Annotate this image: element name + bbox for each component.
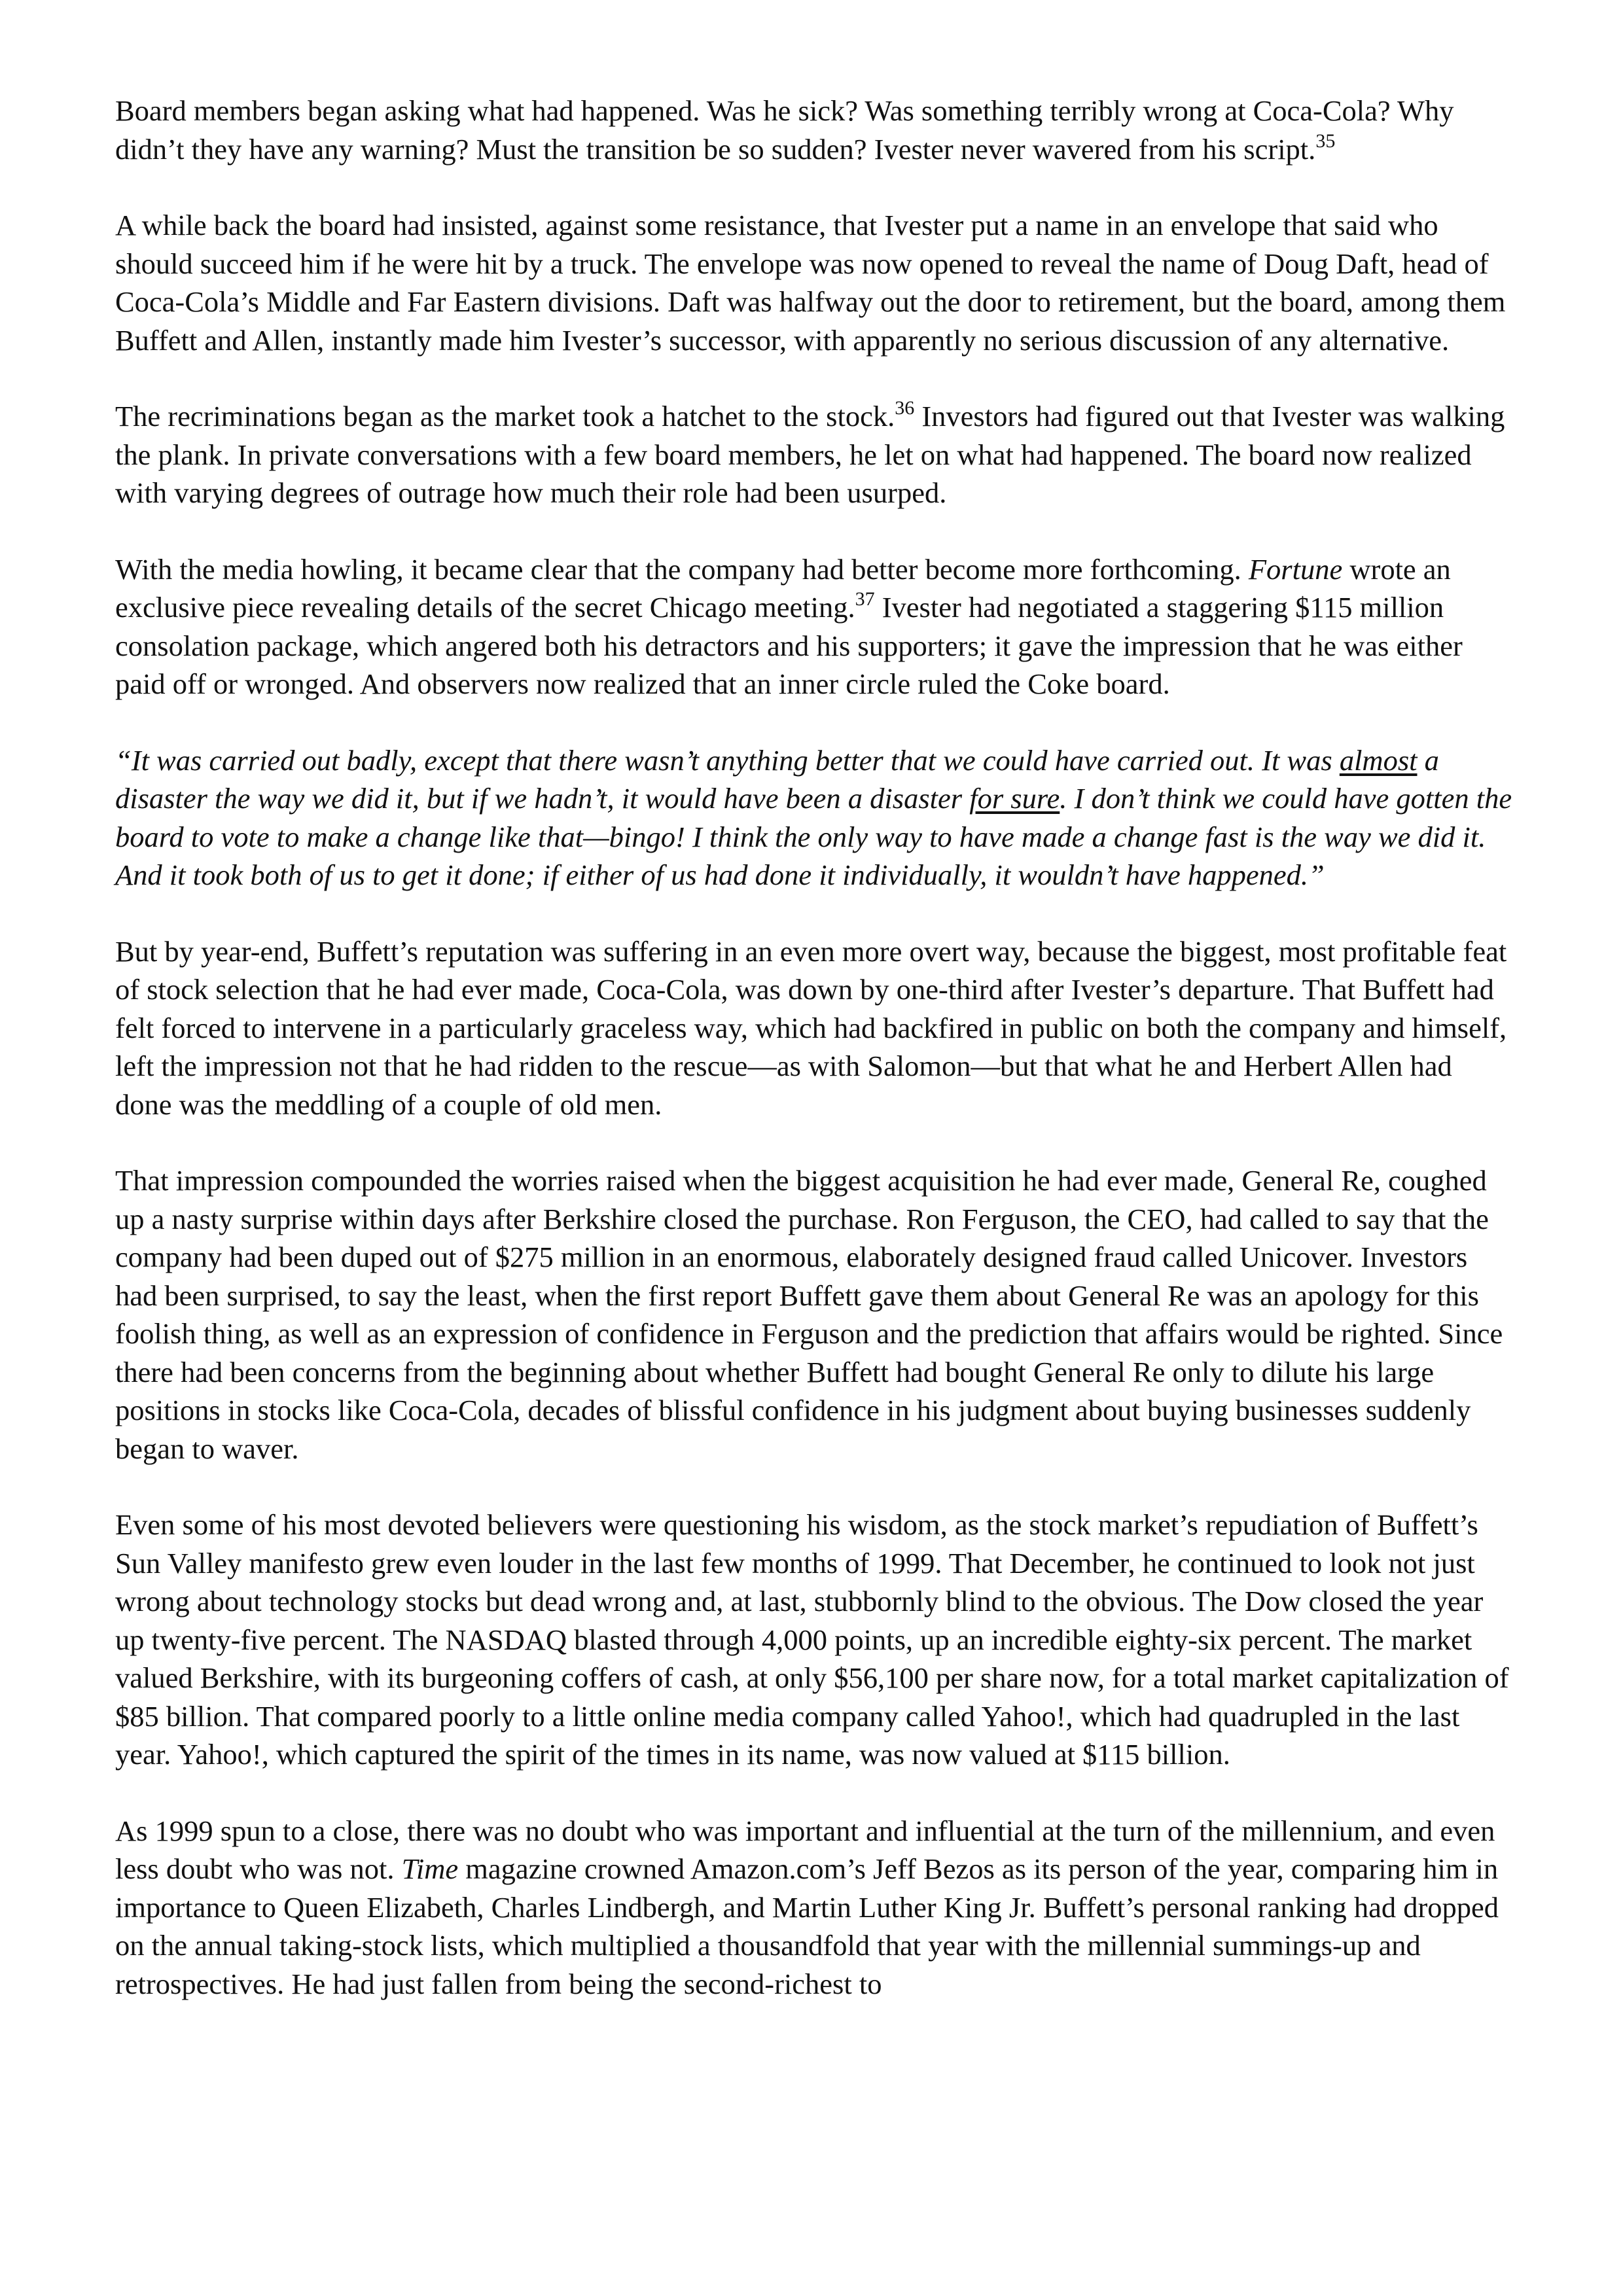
underlined-emphasis: for sure xyxy=(969,782,1060,815)
paragraph-general-re: That impression compounded the worries raised when the biggest acquisition he had ever made, General Re, coughed up a nasty surprise within days after Berkshire closed the purchase. Ron Ferguson, the CEO, had called to say that the company had been duped out of $275 million in an enormous, elaborately designed fraud called Unicover. Investors had been surprised, to say the least, when the first report Buffett gave them about General Re was an apology for this foolish thing, as well as an expression of confidence in Ferguson and the prediction that affairs would be righted. Since there had been concerns from the beginning about whether Buffett had bought General Re only to dilute his large positions in stocks like Coca-Cola, decades of blissful confidence in his judgment about buying businesses suddenly began to waver. xyxy=(115,1164,1503,1465)
quote-text: . I don’t think we could have gotten the board to vote to make a change like that—bingo! I think the only way to have made a change fast is the way we did it. And it took both of us to get it done; if either of us had done it individually, it wouldn’t have happened.” xyxy=(115,782,1512,891)
paragraph-text: wrote an exclusive piece revealing details of the secret Chicago meeting. xyxy=(115,552,1451,624)
publication-title-fortune: Fortune xyxy=(1248,552,1343,586)
publication-title-time: Time xyxy=(401,1852,459,1885)
paragraph-succession-envelope: A while back the board had insisted, against some resistance, that Ivester put a name in an envelope that said who should succeed him if he were hit by a truck. The envelope was now opened to reveal the name of Doug Daft, head of Coca-Cola’s Middle and Far Eastern divisions. Daft was halfway out the door to retirement, but the board, among them Buffett and Allen, instantly made him Ivester’s successor, with apparently no serious discussion of any alternative. xyxy=(115,209,1506,357)
paragraph-recriminations xyxy=(115,397,1515,512)
footnote-ref-36[interactable]: 36 xyxy=(895,397,915,419)
paragraph-text: Ivester had negotiated a staggering $115 million consolation package, which angered both his detractors and his supporters; it gave the impression that he was either paid off or wronged. And observers now realized that an inner circle ruled the Coke board. xyxy=(115,591,1463,700)
underlined-emphasis: almost xyxy=(1339,743,1418,777)
paragraph-media-howling xyxy=(115,550,1515,703)
quote-text: a disaster the way we did it, but if we hadn’t, it would have been a disaster xyxy=(115,743,1439,815)
footnote-ref-35[interactable]: 35 xyxy=(1315,130,1336,152)
paragraph-board-questions xyxy=(115,92,1515,168)
paragraph-text: Board members began asking what had happened. Was he sick? Was something terribly wrong at Coca-Cola? Why didn’t they have any warning? Must the transition be so sudden? Ivester never wavered from his script. xyxy=(115,94,1454,166)
paragraph-text: magazine crowned Amazon.com’s Jeff Bezos as its person of the year, comparing him in importance to Queen Elizabeth, Charles Lindbergh, and Martin Luther King Jr. Buffett’s personal ranking had dropped on the annual taking-stock lists, which multiplied a thousandfold that year with the millennial summings-up and retrospectives. He had just fallen from being the second-richest to xyxy=(115,1852,1499,2000)
quote-text: “It was carried out badly, except that there wasn’t anything better that we could have carried out. It was xyxy=(115,743,1340,777)
paragraph-text: With the media howling, it became clear that the company had better become more forthcoming. xyxy=(115,552,1249,586)
paragraph-reputation-suffering: But by year-end, Buffett’s reputation was suffering in an even more overt way, because the biggest, most profitable feat of stock selection that he had ever made, Coca-Cola, was down by one-third after Ivester’s departure. That Buffett had felt forced to intervene in a particularly graceless way, which had backfired in public on both the company and himself, left the impression not that he had ridden to the rescue—as with Salomon—but that what he and Herbert Allen had done was the meddling of a couple of old men. xyxy=(115,934,1507,1121)
paragraph-text: The recriminations began as the market took a hatchet to the stock. xyxy=(115,400,895,433)
paragraph-text: Investors had figured out that Ivester was walking the plank. In private conversations with a few board members, he let on what had happened. The board now realized with varying degrees of outrage how much their role had been usurped. xyxy=(115,400,1505,509)
block-quote xyxy=(115,741,1515,894)
paragraph-devoted-believers: Even some of his most devoted believers were questioning his wisdom, as the stock market’s repudiation of Buffett’s Sun Valley manifesto grew even louder in the last few months of 1999. That December, he continued to look not just wrong about technology stocks but dead wrong and, at last, stubbornly blind to the obvious. The Dow closed the year up twenty-five percent. The NASDAQ blasted through 4,000 points, up an incredible eighty-six percent. The market valued Berkshire, with its burgeoning coffers of cash, at only $56,100 per share now, for a total market capitalization of $85 billion. That compared poorly to a little online media company called Yahoo!, which had quadrupled in the last year. Yahoo!, which captured the spirit of the times in its name, was now valued at $115 billion. xyxy=(115,1508,1509,1771)
footnote-ref-37[interactable]: 37 xyxy=(855,588,875,610)
paragraph-millennium xyxy=(115,1812,1515,2004)
paragraph-text: As 1999 spun to a close, there was no doubt who was important and influential at the turn of the millennium, and even less doubt who was not. xyxy=(115,1814,1495,1885)
